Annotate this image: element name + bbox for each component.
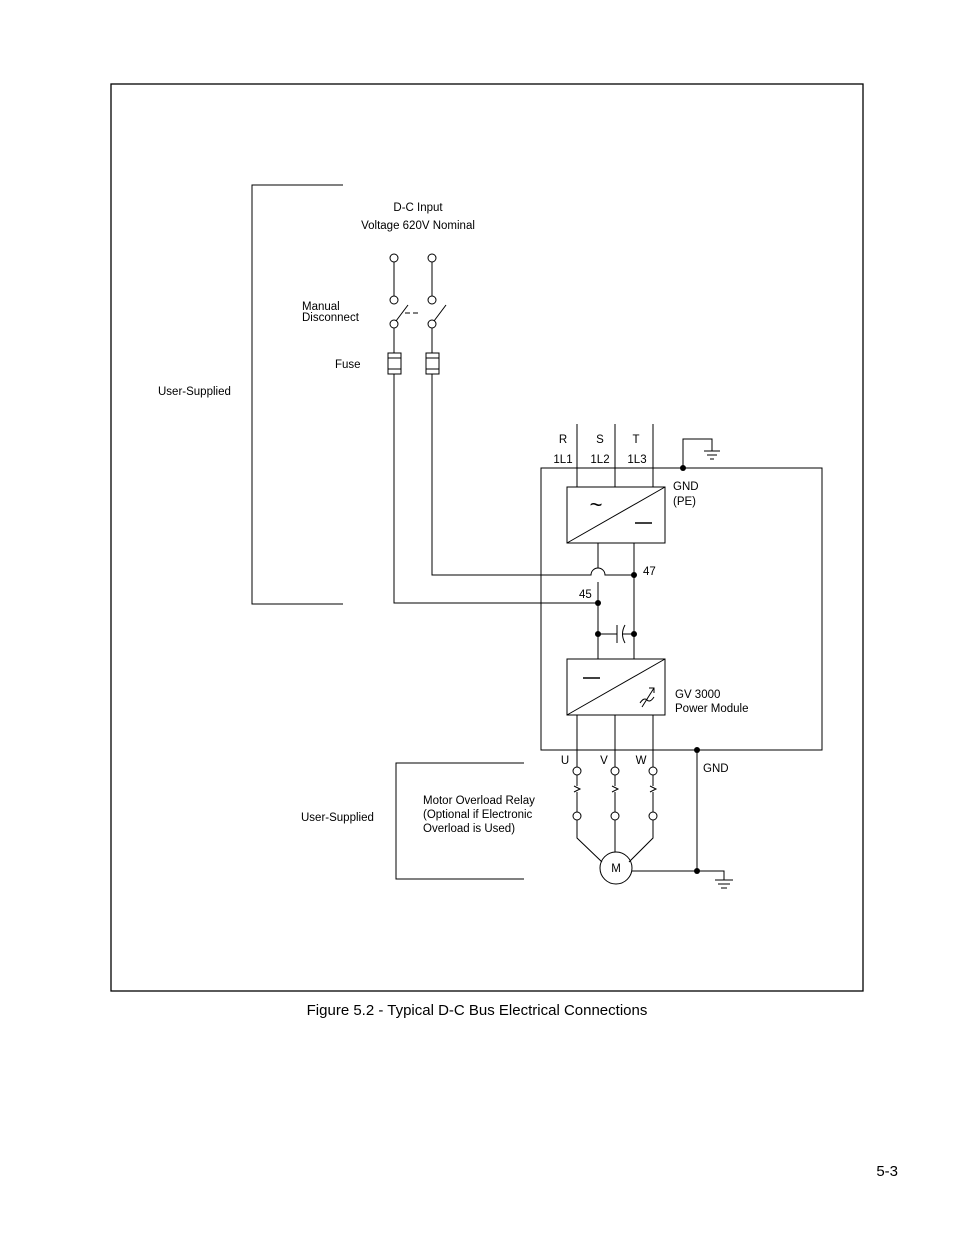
label-v: V <box>600 755 608 767</box>
figure-frame <box>111 84 863 991</box>
user-supplied-bracket-bottom <box>396 763 524 879</box>
label-u: U <box>560 755 570 767</box>
label-user-supplied-bottom: User-Supplied <box>301 812 374 824</box>
label-terminal-45: 45 <box>579 589 592 601</box>
motor-overload-relay <box>573 767 657 820</box>
label-module-2: Power Module <box>675 703 749 715</box>
figure-caption: Figure 5.2 - Typical D-C Bus Electrical Connections <box>306 1002 648 1019</box>
gnd-wire <box>632 750 697 871</box>
label-overload-1: Motor Overload Relay <box>423 795 535 807</box>
inverter-block <box>567 659 665 715</box>
label-overload-2: (Optional if Electronic <box>423 809 533 821</box>
fuses <box>388 353 439 374</box>
label-t: T <box>632 434 640 446</box>
label-gnd: GND <box>703 763 729 775</box>
label-1l3: 1L3 <box>627 454 647 466</box>
label-user-supplied-top: User-Supplied <box>158 386 231 398</box>
label-1l2: 1L2 <box>590 454 610 466</box>
manual-disconnect-switch <box>390 254 446 353</box>
label-w: W <box>635 755 647 767</box>
label-gnd-pe-2: (PE) <box>673 496 696 508</box>
label-1l1: 1L1 <box>553 454 573 466</box>
label-manual-disconnect-1: Manual <box>302 301 340 313</box>
label-terminal-47: 47 <box>643 566 656 578</box>
label-overload-3: Overload is Used) <box>423 823 516 835</box>
label-voltage: Voltage 620V Nominal <box>361 220 475 232</box>
dc-wire-47 <box>432 374 634 575</box>
label-module-1: GV 3000 <box>675 689 721 701</box>
label-r: R <box>558 434 568 446</box>
ground-pe <box>683 439 720 468</box>
ac-symbol: ~ <box>589 492 603 517</box>
label-manual-disconnect-2: Disconnect <box>302 312 359 324</box>
label-dc-input: D-C Input <box>393 202 443 214</box>
label-motor: M <box>611 863 621 875</box>
label-fuse: Fuse <box>335 359 361 371</box>
rectifier-block <box>567 487 665 543</box>
page-number: 5-3 <box>876 1163 898 1180</box>
ground-motor <box>697 871 733 888</box>
label-gnd-pe-1: GND <box>673 481 699 493</box>
user-supplied-bracket-top <box>252 185 343 604</box>
label-s: S <box>596 434 604 446</box>
bus-capacitor <box>598 625 634 643</box>
